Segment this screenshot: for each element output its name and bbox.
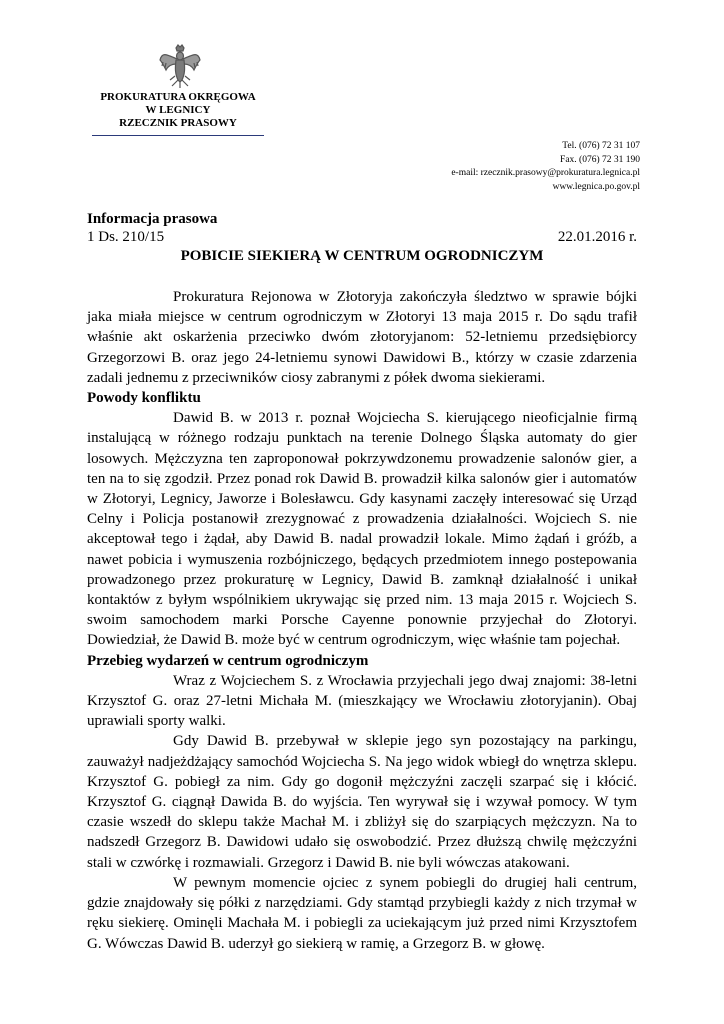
office-name bbox=[92, 91, 264, 130]
paragraph-intro: Prokuratura Rejonowa w Złotoryja zakończyła śledztwo w sprawie bójki jaka miała miejsce w centrum ogrodniczym w Złotoryi 13 maja 2015 r. Do sądu trafił właśnie akt oskarżenia przeciwko dwóm złotoryjanom: 52-letniemu przedsiębiorcy Grzegorzowi B. oraz jego 24-letniemu synowi Dawidowi B., którzy w czasie zdarzenia zadali jednemu z przeciwników ciosy zabranymi z półek dwoma siekierami. bbox=[87, 289, 637, 386]
document-body bbox=[87, 287, 637, 954]
website-address: www.legnica.po.gov.pl bbox=[552, 181, 640, 192]
header-divider bbox=[92, 135, 264, 136]
document-type-label: Informacja prasowa bbox=[87, 211, 218, 227]
document-title: POBICIE SIEKIERĄ W CENTRUM OGRODNICZYM bbox=[180, 248, 544, 264]
phone-number: Tel. (076) 72 31 107 bbox=[562, 141, 640, 151]
paragraph-events-1: Wraz z Wojciechem S. z Wrocławia przyjechali jego dwaj znajomi: 38-letni Krzysztof G. oraz 27-letni Michała M. (mieszkający we Wrocławiu złotoryjanin). Obaj uprawiali sporty walki. bbox=[87, 672, 637, 730]
case-number: 1 Ds. 210/15 bbox=[87, 229, 165, 245]
office-name-line2: W LEGNICY bbox=[145, 104, 211, 116]
email-address: e-mail: rzecznik.prasowy@prokuratura.legnica.pl bbox=[451, 168, 640, 179]
contact-block bbox=[451, 140, 640, 194]
document-date: 22.01.2016 r. bbox=[557, 229, 637, 245]
office-name-line1: PROKURATURA OKRĘGOWA bbox=[100, 91, 256, 103]
polish-eagle-emblem-icon bbox=[158, 42, 202, 90]
section-heading-conflict-reasons: Powody konfliktu bbox=[87, 390, 201, 407]
paragraph-events-3: W pewnym momencie ojciec z synem pobiegli do drugiej hali centrum, gdzie znajdowały się półki z narzędziami. Gdy stamtąd przybiegli każdy z nich trzymał w ręku siekierę. Ominęli Machała M. i pobiegli za uciekającym już przed nimi Krzysztofem G. Wówczas Dawid B. uderzył go siekierą w ramię, a Grzegorz B. w głowę. bbox=[87, 874, 637, 952]
fax-number: Fax. (076) 72 31 190 bbox=[560, 154, 640, 165]
section-heading-events: Przebieg wydarzeń w centrum ogrodniczym bbox=[87, 652, 369, 669]
paragraph-conflict: Dawid B. w 2013 r. poznał Wojciecha S. kierującego nieoficjalnie firmą instalującą w różnego rodzaju punktach na terenie Dolnego Śląska automaty do gier losowych. Mężczyzna ten zaproponował pokrzywdzonemu prowadzenie salonów gier, a ten na to się zgodził. Przez ponad rok Dawid B. prowadził kilka salonów gier i automatów w Złotoryi, Legnicy, Jaworze i Bolesławcu. Gdy kasynami zaczęły interesować się Urząd Celny i Policja postanowił zrezygnować z prowadzenia działalności. Wojciech S. nie akceptował tego i żądał, aby Dawid B. nadal prowadził lokale. Mimo żądań i gróźb, a nawet pobicia i wymuszenia rozbójniczego, będących przedmiotem innego postepowania prowadzonego przez prokuraturę w Legnicy, Dawid B. zamknął działalność i unikał kontaktów z byłym wspólnikiem ukrywając się przed nim. 13 maja 2015 r. Wojciech S. swoim samochodem marki Porsche Cayenne ponownie przyjechał do Złotoryi. Dowiedział, że Dawid B. może być w centrum ogrodniczym, więc właśnie tam pojechał. bbox=[87, 410, 637, 649]
office-name-line3: RZECZNIK PRASOWY bbox=[119, 117, 237, 129]
paragraph-events-2: Gdy Dawid B. przebywał w sklepie jego syn pozostający na parkingu, zauważył nadjeżdżający samochód Wojciecha S. Na jego widok wbiegł do wnętrza sklepu. Krzysztof G. pobiegł za nim. Gdy go dogonił mężczyźni zaczęli szarpać się i kłócić. Krzysztof G. ciągnął Dawida B. do wyjścia. Ten wyrywał się i wzywał pomocy. W tym czasie wszedł do sklepu także Machał M. i zbliżył się do szarpiących mężczyzn. Na to nadszedł Grzegorz B. Dawidowi udało się oswobodzić. Przez dłuższą chwilę mężczyźni stali w czwórkę i rozmawiali. Grzegorz i Dawid B. nie byli wówczas atakowani. bbox=[87, 733, 637, 871]
